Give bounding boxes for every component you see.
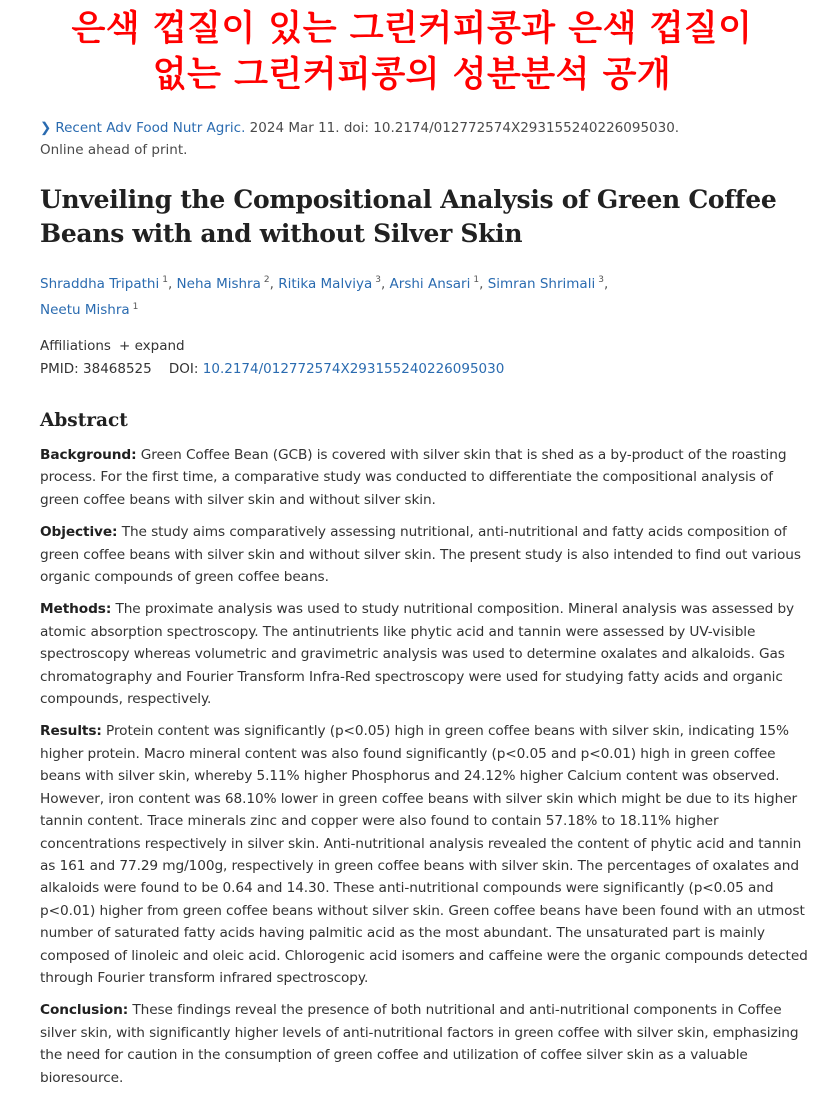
article-content [40, 117, 810, 1099]
section-text: Protein content was significantly (p<0.05) high in green coffee beans with silver skin, indicating 15% higher protein. Macro mineral content was also found significantly (p<0.05 and p<0.01) high in green coffee beans with silver skin, whereby 5.11% higher Phosphorus and 24.12% higher Calcium content was observed. However, iron content was 68.10% lower in green coffee beans with silver skin which might be due to its higher tannin content. Trace minerals zinc and copper were also found to contain 57.18% to 18.11% higher concentrations respectively in silver skin. Anti-nutritional analysis revealed the content of phytic acid and tannin as 161 and 77.29 mg/100g, respectively in green coffee beans with silver skin. The percentages of oxalates and alkaloids were found to be 0.64 and 14.30. These anti-nutritional compounds were significantly (p<0.05 and p<0.01) higher from green coffee beans without silver skin. Green coffee beans have been found with an utmost number of saturated fatty acids having palmitic acid as the most abundant. The unsaturated part is mainly composed of linoleic and oleic acid. Chlorogenic acid isomers and caffeine were the organic compounds detected through Fourier transform infrared spectroscopy. [40, 723, 808, 986]
article-identifiers [40, 357, 810, 381]
doi-label: DOI: [168, 361, 199, 377]
author-list [40, 269, 810, 322]
affiliations-label: Affiliations [40, 338, 111, 354]
section-label: Methods: [40, 601, 112, 618]
author-item: Neha Mishra $^2$, [176, 275, 279, 292]
author-item [40, 302, 138, 318]
journal-link[interactable]: Recent Adv Food Nutr Agric. [55, 120, 246, 136]
banner-line-2: 없는 그린커피콩의 성분분석 공개 [152, 55, 672, 95]
abstract-results [40, 720, 810, 989]
affiliations-toggle[interactable] [40, 335, 810, 357]
author-name[interactable]: Simran Shrimali [487, 275, 596, 292]
section-label: Objective: [40, 524, 118, 541]
affiliation-number[interactable]: 3 [375, 275, 381, 285]
korean-headline-banner [0, 6, 824, 98]
affiliation-number[interactable]: 2 [263, 275, 270, 285]
expand-button[interactable]: + expand [118, 338, 185, 354]
chevron-right-icon[interactable]: ❯ [40, 120, 52, 136]
author-item: Simran Shrimali $^3$, [487, 275, 609, 292]
banner-line-1: 은색 껍질이 있는 그린커피콩과 은색 껍질이 [71, 9, 753, 49]
author-item: Ritika Malviya $^3$, [278, 275, 390, 292]
author-name[interactable]: Shraddha Tripathi [40, 275, 160, 292]
affiliation-number[interactable]: 1 [473, 275, 480, 285]
author-item: Arshi Ansari $^1$, [389, 275, 488, 292]
author-item: Shraddha Tripathi $^1$, [40, 275, 177, 292]
abstract-background [40, 444, 810, 511]
affiliation-number[interactable]: 3 [598, 275, 604, 285]
pmid-value: 38468525 [83, 361, 152, 377]
author-name[interactable]: Neha Mishra [176, 275, 261, 292]
abstract-methods [40, 598, 810, 710]
abstract-objective [40, 521, 810, 588]
section-label: Background: [40, 447, 137, 463]
abstract-heading: Abstract [40, 410, 128, 431]
pmid-label: PMID: [40, 361, 79, 377]
citation-details: 2024 Mar 11. doi: 10.2174/012772574X293155240226095030. [245, 120, 680, 136]
section-text: The study aims comparatively assessing nutritional, anti-nutritional and fatty acids composition of green coffee beans with silver skin and without silver skin. The present study is also intended to find out various organic compounds of green coffee beans. [40, 524, 801, 586]
section-text: These findings reveal the presence of both nutritional and anti-nutritional components in Coffee silver skin, with significantly higher levels of anti-nutritional factors in green coffee with silver skin, emphasizing the need for caution in the consumption of green coffee and utilization of coffee silver skin as a valuable bioresource. [40, 1002, 799, 1086]
section-text: Green Coffee Bean (GCB) is covered with silver skin that is shed as a by-product of the roasting process. For the first time, a comparative study was conducted to differentiate the compositional analysis of green coffee beans with silver skin and without silver skin. [40, 447, 787, 508]
doi-link[interactable]: 10.2174/012772574X293155240226095030 [202, 361, 505, 377]
author-name[interactable]: Ritika Malviya [278, 275, 373, 292]
section-label: Conclusion: [40, 1002, 129, 1019]
section-label: Results: [40, 723, 102, 740]
author-name[interactable]: Arshi Ansari [389, 275, 471, 292]
affiliation-number[interactable]: 1 [132, 301, 139, 312]
author-name[interactable]: Neetu Mishra [40, 302, 130, 318]
citation [40, 117, 810, 161]
affiliation-number[interactable]: 1 [162, 275, 168, 285]
article-title: Unveiling the Compositional Analysis of Green Coffee Beans with and without Silver Skin [40, 185, 777, 248]
section-text: The proximate analysis was used to study nutritional composition. Mineral analysis was assessed by atomic absorption spectroscopy. The antinutrients like phytic acid and tannin were assessed by UV-visible spectroscopy whereas volumetric and gravimetric analysis was used to determine oxalates and alkaloids. Gas chromatography and Fourier Transform Infra-Red spectroscopy were used for studying fatty acids and organic compounds, respectively. [40, 601, 795, 708]
abstract-conclusion [40, 999, 810, 1089]
publication-status: Online ahead of print. [40, 142, 188, 158]
